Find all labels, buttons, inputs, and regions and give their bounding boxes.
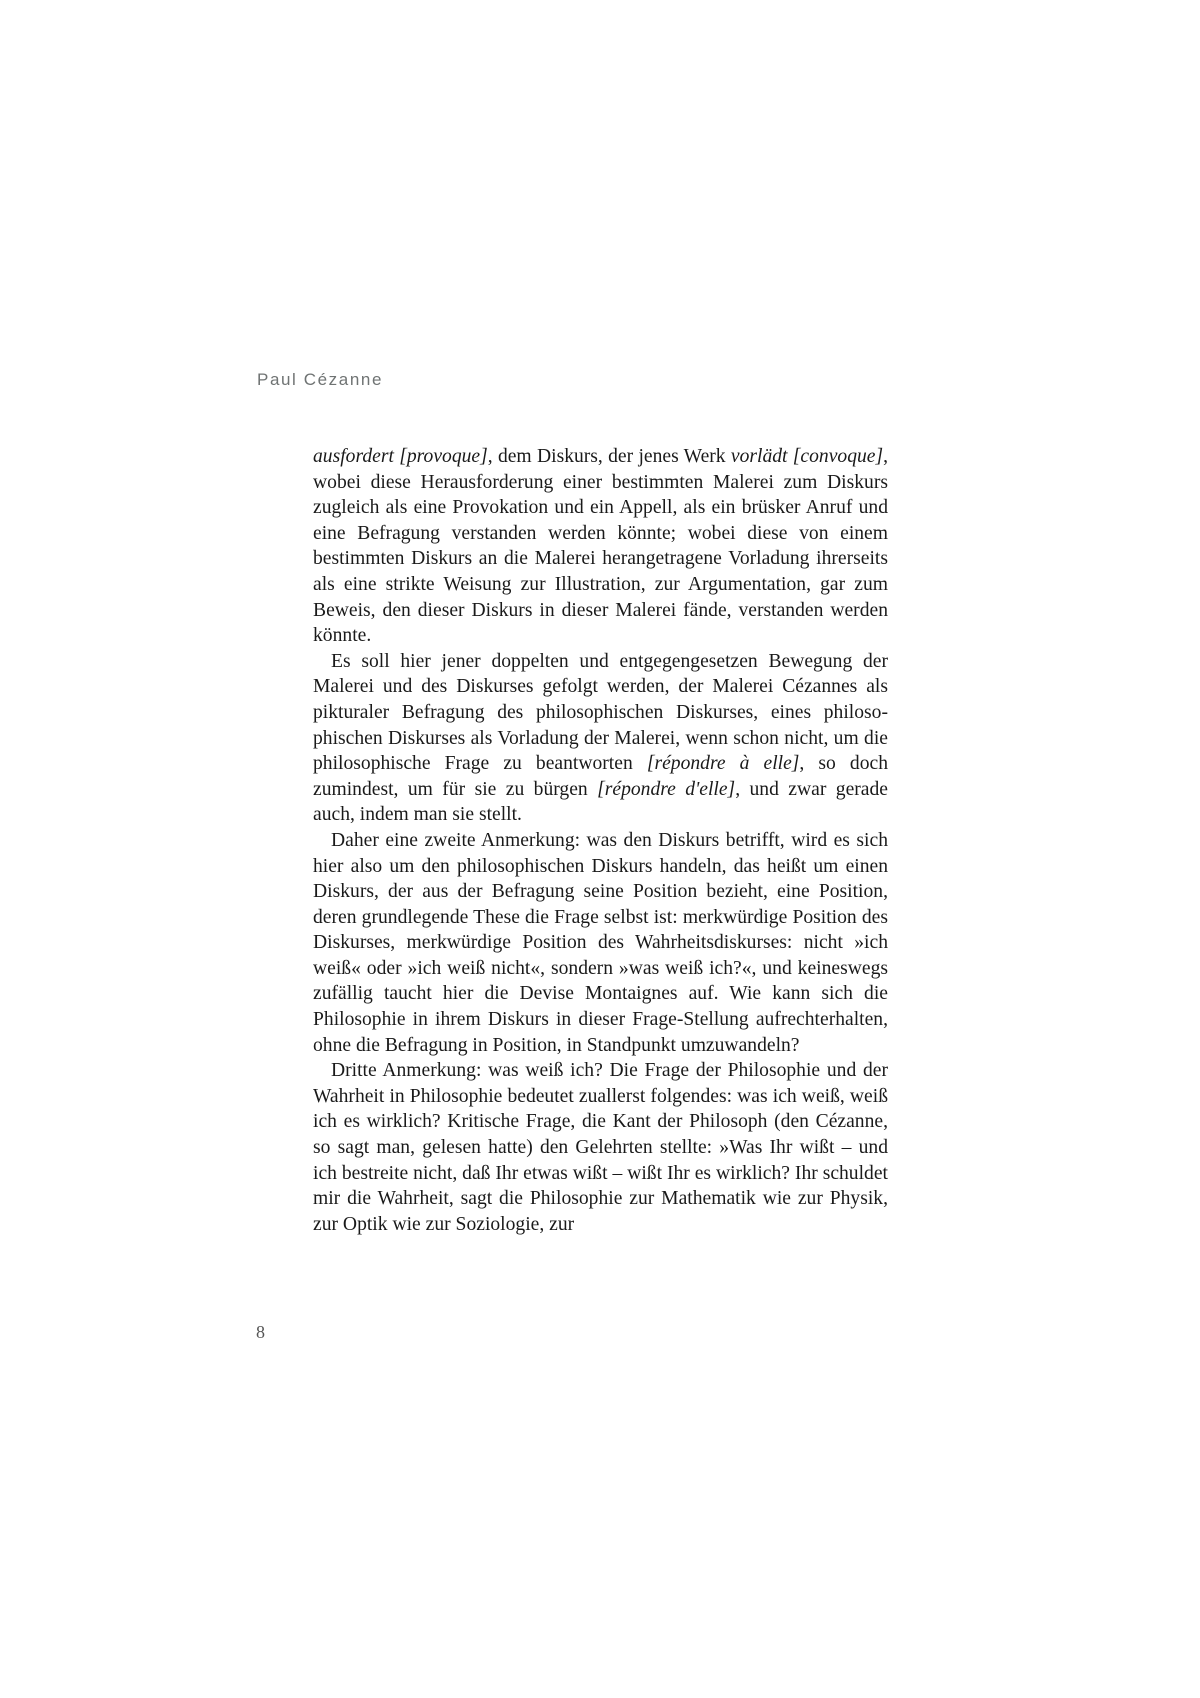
paragraph-3 xyxy=(313,828,888,1058)
text-run: Es soll hier jener doppelten und entgegengesetzen Bewegung der Malerei und des Diskurses gefolgt werden, der Malerei Cézannes als pikturaler Befragung des philosophischen Diskurses, eines philosophischen Diskurses als Vorladung der Malerei, wenn schon nicht, um die philosophische Frage zu beantworten xyxy=(313,650,888,775)
italic-term: ausfordert [provoque] xyxy=(313,446,488,467)
text-run: , dem Diskurs, der jenes Werk xyxy=(487,446,731,467)
text-run: , wobei diese Herausforderung einer bestimmten Malerei zum Diskurs zugleich als eine Provokation und ein Appell, als ein brüsker Anruf und eine Befragung verstanden werden könnte; wobei diese von einem bestimmten Diskurs an die Malerei herangetragene Vorladung ihrerseits als eine strikte Weisung zur Illustration, zur Argumentation, gar zum Beweis, den dieser Diskurs in dieser Malerei fände, verstanden werden könnte. xyxy=(313,446,889,647)
paragraph-2 xyxy=(313,649,888,828)
text-run: Dritte Anmerkung: was weiß ich? Die Frage der Philosophie und der Wahrheit in Philosophie bedeutet zuallerst folgendes: was ich weiß, weiß ich es wirklich? Kritische Frage, die Kant der Philosoph (den Cézanne, so sagt man, gelesen hatte) den Gelehrten stellte: »Was Ihr wißt – und ich bestreite nicht, daß Ihr etwas wißt – wißt Ihr es wirklich? Ihr schuldet mir die Wahrheit, sagt die Philosophie zur Mathematik wie zur Physik, zur Optik wie zur Soziologie, zur xyxy=(313,1060,888,1235)
paragraph-1 xyxy=(313,444,888,649)
running-head: Paul Cézanne xyxy=(257,370,383,389)
page-number: 8 xyxy=(256,1322,265,1342)
text-run: , so doch zumindest, um für sie zu bürgen xyxy=(313,753,888,800)
italic-term: [répondre à elle] xyxy=(646,753,800,775)
paragraph-4 xyxy=(313,1058,888,1237)
italic-term: [répondre d'elle] xyxy=(597,778,736,800)
text-run: , und zwar gerade auch, indem man sie stellt. xyxy=(313,778,889,826)
text-run: Daher eine zweite Anmerkung: was den Diskurs betrifft, wird es sich hier also um den philosophischen Diskurs handeln, das heißt um einen Diskurs, der aus der Befragung seine Position bezieht, eine Position, deren grundlegende These die Frage selbst ist: merkwürdige Position des Diskurses, merkwürdige Position des Wahrheitsdiskurses: nicht »ich weiß« oder »ich weiß nicht«, sondern »was weiß ich?«, und keineswegs zufällig taucht hier die Devise Montaignes auf. Wie kann sich die Philosophie in ihrem Diskurs in dieser Frage-Stellung aufrechterhalten, ohne die Befragung in Position, in Standpunkt umzuwandeln? xyxy=(313,829,888,1056)
body-text xyxy=(313,444,888,1237)
italic-term: vorlädt [convoque] xyxy=(730,446,884,467)
